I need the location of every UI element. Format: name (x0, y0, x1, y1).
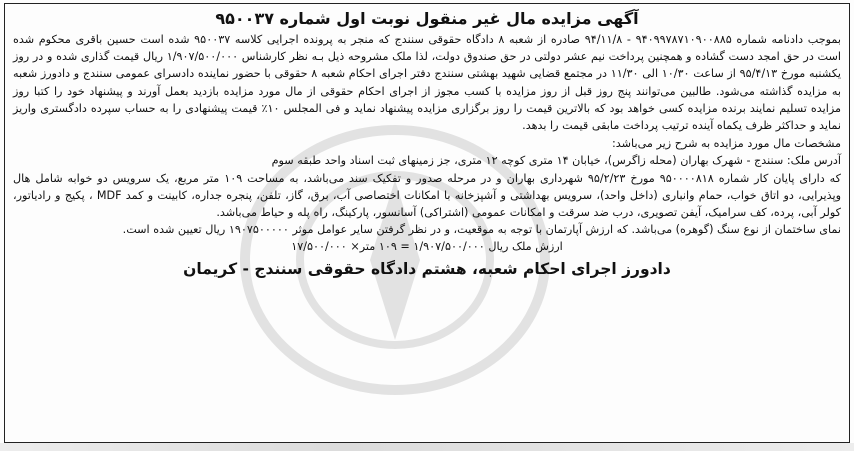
property-facade-and-valuation: نمای ساختمان از نوع سنگ (گوهره) می‌باشد. که ارزش آپارتمان با توجه به موقعیت، و در نظر گرفتن سایر عوامل موثر ۱۹۰۷۵۰۰۰۰۰ ریال تعیین شده است. (122, 223, 841, 237)
property-address: آدرس ملک: سنندج - شهرک بهاران (محله زاگرس)، خیابان ۱۴ متری کوچه ۱۲ متری، جز زمینهای ثبت اسناد واحد طبقه سوم (271, 154, 841, 168)
signature-line: دادورز اجرای احکام شعبه، هشتم دادگاه حقوقی سنندج - کریمان (183, 259, 671, 278)
property-description: که دارای پایان کار شماره ۹۵۰۰۰۰۸۱۸ مورخ ۹۵/۲/۲۳ شهرداری بهاران و در مرحله صدور و تفکیک سند می‌باشد، به مساحت ۱۰۹ متر مربع، یک سرویس دو خوابه شامل هال وپذیرایی، دو اتاق خواب، حمام وانباری (داخل واحد)، سرویس بهداشتی و آشپزخانه با امکانات اختصاصی آب، برق، گاز، تلفن، پنجره جداره، کابینت و کمد MDF ، پکیج و رادیاتور، کولر آبی، پرده، کف سرامیک، آیفن تصویری، درب ضد سرقت و امکانات عمومی (اشتراکی) آسانسور، پارکینگ، راه پله و حیاط می‌باشد. (13, 171, 841, 220)
page-bottom-strip (0, 443, 854, 451)
property-value-calculation: ارزش ملک ریال ۱/۹۰۷/۵۰۰/۰۰۰ = ۱۰۹ متر× ۱۷/۵۰۰/۰۰۰ (291, 240, 563, 254)
notice-paragraph: بموجب دادنامه شماره ۹۴۰۹۹۷۸۷۱۰۹۰۰۸۸۵ - ۹۴/۱۱/۸ صادره از شعبه ۸ دادگاه حقوقی سنندج که منجر به پرونده اجرایی کلاسه ۹۵۰۰۳۷ شده است حسین باقری محکوم شده است در حق امجد دست گشاده و همچنین پرداخت نیم عشر دولتی در حق صندوق دولت، لذا ملک مشروحه ذیل بـه نظر کارشناس ۱/۹۰۷/۵۰۰/۰۰۰ ریال قیمت گذاری شده و در روز یکشنبه مورخ ۹۵/۴/۱۳ از ساعت ۱۰/۳۰ الی ۱۱/۳۰ در مجتمع قضایی شهید بهشتی سنندج دفتر اجرای احکام شعبه ۸ حقوقی با حضور نماینده دادسرای عمومی سنندج و دادورز شعبه به مزایده گذاشته می‌شود. طالبین می‌توانند پنج روز قبل از روز مزایده با کسب مجوز از اجرای احکام حقوقی از مال مورد مزایده بازدید بعمل آورند و پیشنهاد خود را کتبا روز مزایده تسلیم نمایند برنده مزایده کسی خواهد بود که بالاترین قیمت را روز برگزاری مزایده پیشنهاد نماید و فی المجلس ۱۰٪ قیمت پیشنهادی را به حساب سپرده دادگستری واریز نماید و حداکثر ظرف یکماه آینده ترتیب پرداخت مابقی قیمت را بدهد. (13, 33, 842, 133)
auction-notice (4, 3, 850, 443)
property-spec-heading: مشخصات مال مورد مزایده به شرح زیر می‌باشد: (612, 137, 841, 151)
notice-title: آگهی مزایده مال غیر منقول نوبت اول شماره ۹۵۰۰۳۷ (215, 9, 639, 28)
